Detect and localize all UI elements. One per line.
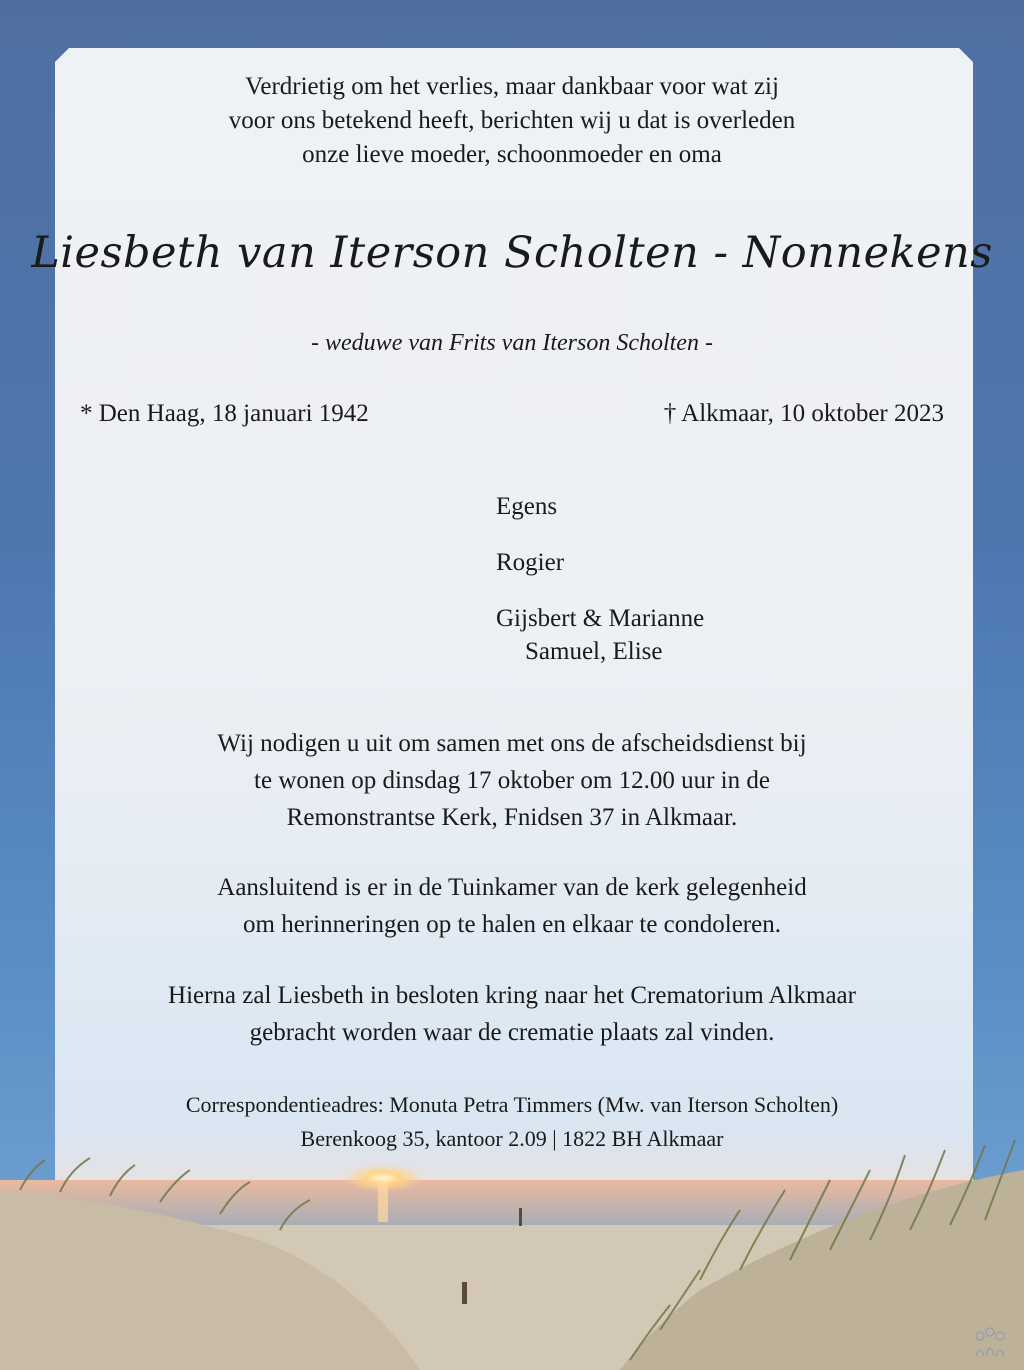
correspondence-line: Berenkoog 35, kantoor 2.09 | 1822 BH Alkmaar [300, 1126, 724, 1151]
cremation-paragraph [0, 977, 1024, 1051]
deceased-name: Liesbeth van Iterson Scholten - Nonnekens [31, 228, 993, 278]
intro-line: onze lieve moeder, schoonmoeder en oma [302, 141, 722, 168]
gathering-line: Aansluitend is er in de Tuinkamer van de kerk gelegenheid [217, 874, 807, 901]
family-member: Rogier [496, 549, 565, 576]
publisher-logo-icon [970, 1322, 1010, 1362]
gathering-line: om herinneringen op te halen en elkaar te condoleren. [243, 911, 781, 938]
gathering-paragraph [0, 869, 1024, 943]
family-member: Gijsbert & Marianne [496, 605, 705, 632]
family-grandchildren: Samuel, Elise [525, 638, 663, 665]
cremation-line: Hierna zal Liesbeth in besloten kring naar het Crematorium Alkmaar [168, 982, 856, 1009]
family-list [496, 492, 704, 670]
intro-line: voor ons betekend heeft, berichten wij u dat is overleden [228, 107, 796, 134]
widow-line: - weduwe van Frits van Iterson Scholten - [311, 330, 713, 356]
cremation-line: gebracht worden waar de crematie plaats zal vinden. [249, 1019, 775, 1046]
intro-text [0, 70, 1024, 172]
family-member: Egens [496, 493, 558, 520]
intro-line: Verdrietig om het verlies, maar dankbaar voor wat zij [245, 73, 779, 100]
death-info: † Alkmaar, 10 oktober 2023 [663, 400, 944, 427]
service-line: Remonstrantse Kerk, Fnidsen 37 in Alkmaar. [286, 804, 738, 831]
correspondence-line: Correspondentieadres: Monuta Petra Timmers (Mw. van Iterson Scholten) [185, 1092, 839, 1117]
beach-dunes-sunset-image [0, 1130, 1024, 1370]
service-line: Wij nodigen u uit om samen met ons de afscheidsdienst bij [217, 730, 807, 757]
service-paragraph [0, 725, 1024, 836]
birth-info: * Den Haag, 18 januari 1942 [80, 400, 369, 427]
correspondence-address [0, 1088, 1024, 1156]
service-line: te wonen op dinsdag 17 oktober om 12.00 uur in de [254, 767, 770, 794]
